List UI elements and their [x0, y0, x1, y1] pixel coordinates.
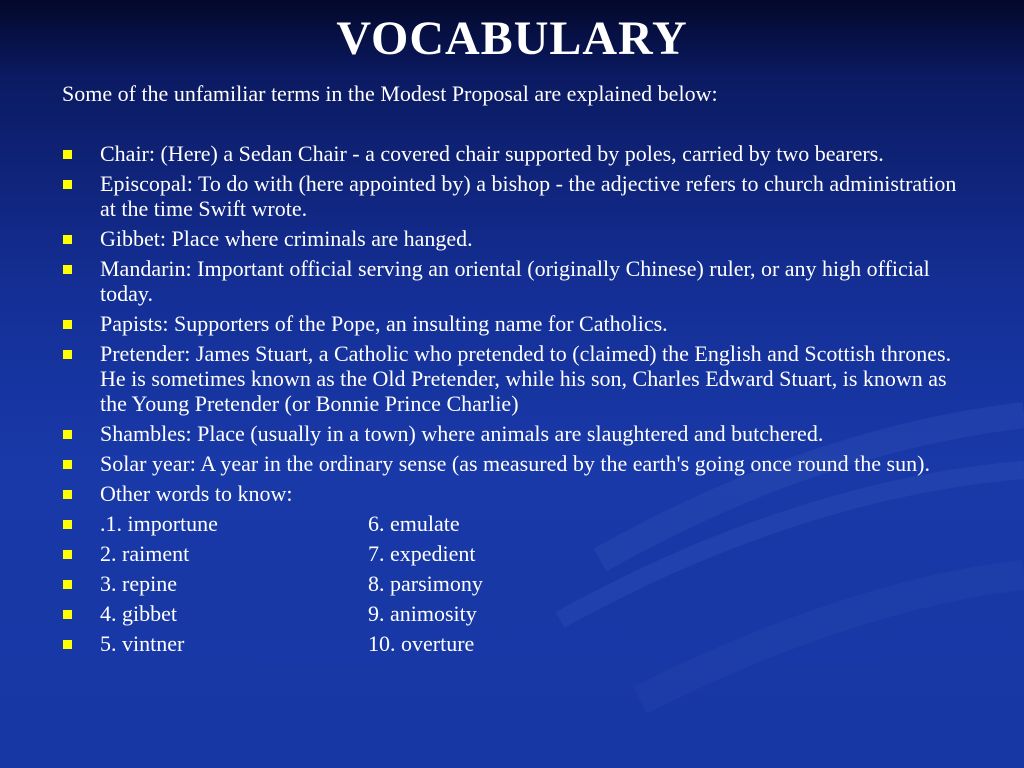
- vocabulary-list: [62, 141, 962, 661]
- word-left: 5. vintner: [100, 631, 185, 656]
- list-item-other-words: [62, 481, 962, 506]
- list-item-text: Chair: (Here) a Sedan Chair - a covered chair supported by poles, carried by two bearers.: [100, 141, 884, 166]
- list-item-chair: [62, 141, 962, 166]
- word-right: 8. parsimony: [368, 571, 483, 596]
- word-row-1: [62, 511, 962, 536]
- square-bullet-icon: [63, 640, 72, 649]
- word-left: .1. importune: [100, 511, 218, 536]
- list-item-mandarin: [62, 256, 962, 306]
- word-right: 9. animosity: [368, 601, 477, 626]
- word-row-3: [62, 571, 962, 596]
- word-row-4: [62, 601, 962, 626]
- word-right: 7. expedient: [368, 541, 476, 566]
- list-item-papists: [62, 311, 962, 336]
- square-bullet-icon: [63, 350, 72, 359]
- word-left: 3. repine: [100, 571, 177, 596]
- word-row-5: [62, 631, 962, 656]
- square-bullet-icon: [63, 235, 72, 244]
- square-bullet-icon: [63, 180, 72, 189]
- word-right: 6. emulate: [368, 511, 460, 536]
- word-left: 4. gibbet: [100, 601, 177, 626]
- list-item-gibbet: [62, 226, 962, 251]
- square-bullet-icon: [63, 550, 72, 559]
- list-item-text: Solar year: A year in the ordinary sense (as measured by the earth's going once round the sun).: [100, 451, 930, 476]
- list-item-text: Papists: Supporters of the Pope, an insulting name for Catholics.: [100, 311, 668, 336]
- list-item-text: Mandarin: Important official serving an oriental (originally Chinese) ruler, or any high official today.: [100, 256, 930, 306]
- word-row-2: [62, 541, 962, 566]
- list-item-text: Pretender: James Stuart, a Catholic who pretended to (claimed) the English and Scottish thrones. He is sometimes known as the Old Pretender, while his son, Charles Edward Stuart, is known as the Young Pretender (or Bonnie Prince Charlie): [100, 341, 952, 416]
- square-bullet-icon: [63, 610, 72, 619]
- intro-text: Some of the unfamiliar terms in the Modest Proposal are explained below:: [62, 81, 718, 106]
- square-bullet-icon: [63, 580, 72, 589]
- square-bullet-icon: [63, 320, 72, 329]
- list-item-text: Episcopal: To do with (here appointed by) a bishop - the adjective refers to church administration at the time Swift wrote.: [100, 171, 957, 221]
- square-bullet-icon: [63, 520, 72, 529]
- square-bullet-icon: [63, 265, 72, 274]
- square-bullet-icon: [63, 490, 72, 499]
- list-item-text: Gibbet: Place where criminals are hanged.: [100, 226, 473, 251]
- square-bullet-icon: [63, 460, 72, 469]
- list-item-shambles: [62, 421, 962, 446]
- slide-title: VOCABULARY: [336, 12, 688, 65]
- list-item-text: Shambles: Place (usually in a town) where animals are slaughtered and butchered.: [100, 421, 824, 446]
- list-item-text: Other words to know:: [100, 481, 293, 506]
- word-left: 2. raiment: [100, 541, 190, 566]
- square-bullet-icon: [63, 150, 72, 159]
- list-item-solar-year: [62, 451, 962, 476]
- word-right: 10. overture: [368, 631, 475, 656]
- square-bullet-icon: [63, 430, 72, 439]
- list-item-episcopal: [62, 171, 962, 221]
- list-item-pretender: [62, 341, 962, 416]
